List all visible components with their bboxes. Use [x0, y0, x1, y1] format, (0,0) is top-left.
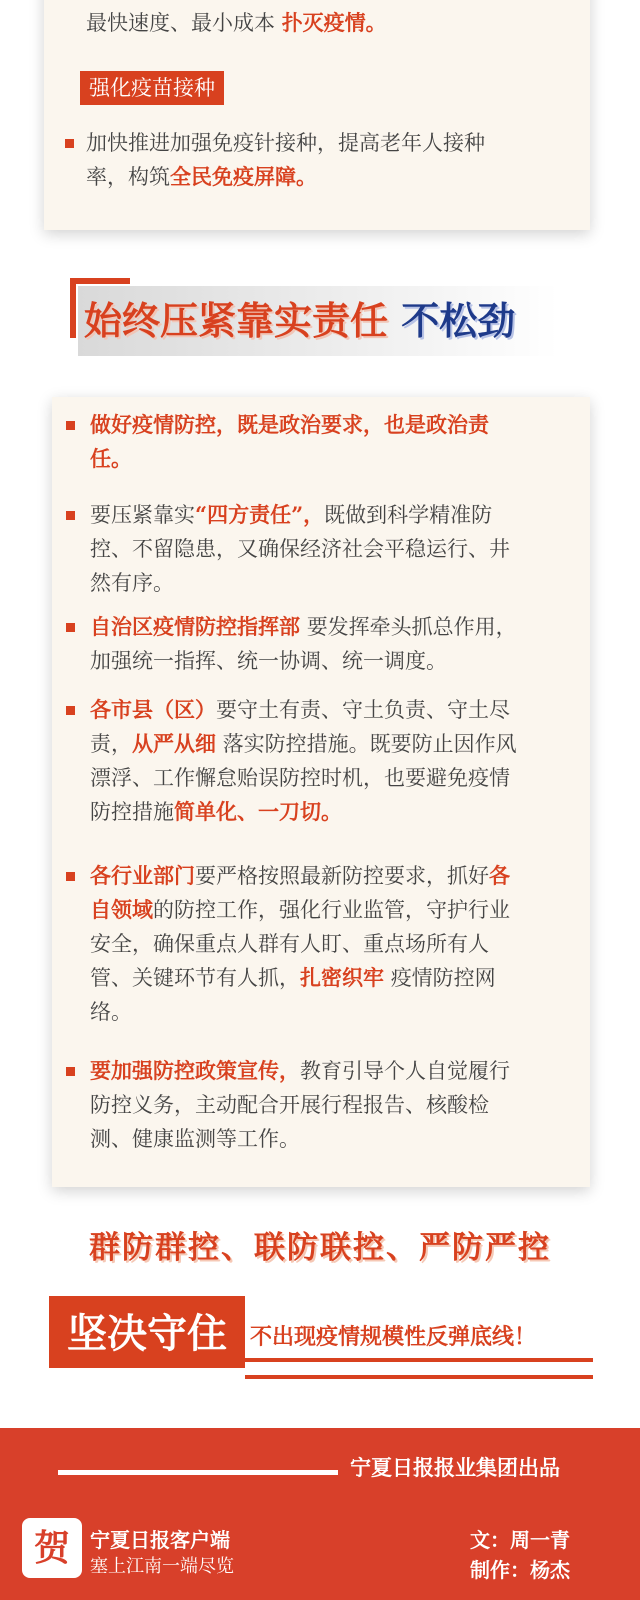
top-card-line [86, 6, 546, 40]
stand-note: 不出现疫情规模性反弹底线！ [250, 1325, 537, 1350]
line-text: 最快速度、最小成本 [86, 11, 275, 35]
list-item [90, 859, 530, 1029]
vaccine-tag: 强化疫苗接种 [80, 71, 224, 105]
bullet-icon [66, 1067, 75, 1076]
item-text: 教育引导个人自觉履行防控义务，主动配合开展行程报告、核酸检测、健康监测等工作。 [90, 1059, 510, 1151]
item-text: 疫情防控网络。 [90, 966, 496, 1024]
divider [245, 1375, 593, 1379]
item-highlight: 各自领域 [90, 863, 510, 922]
divider [245, 1358, 593, 1362]
item-text: 落实防控措施。既要防止因作风漂浮、工作懈怠贻误防控时机，也要避免疫情防控措施 [90, 732, 517, 824]
list-item [90, 498, 530, 600]
item-highlight: 自治区疫情防控指挥部 [90, 614, 300, 639]
item-highlight: 各市县（区） [90, 697, 216, 722]
vaccine-highlight: 全民免疫屏障。 [170, 164, 317, 189]
stand-text: 坚决守住 [67, 1311, 227, 1357]
item-text: 要守土有责、守土负责、守土尽责， [90, 698, 510, 756]
author-credit: 文：周一青 [470, 1528, 570, 1552]
slogan: 群防群控、联防联控、严防严控 [89, 1230, 551, 1266]
app-slogan: 塞上江南一端尽览 [90, 1556, 234, 1577]
maker-credit: 制作：杨杰 [470, 1558, 570, 1582]
publisher: 宁夏日报报业集团出品 [350, 1455, 560, 1480]
vaccine-text: 加快推进加强免疫针接种，提高老年人接种率，构筑 [86, 131, 485, 189]
heading-corner-mark-horizontal [70, 278, 130, 284]
item-highlight: 要加强防控政策宣传， [90, 1058, 300, 1083]
item-text: 要严格按照最新防控要求，抓好 [195, 864, 489, 888]
footer [0, 1428, 640, 1600]
bullet-icon [66, 706, 75, 715]
bullet-icon [65, 139, 74, 148]
heading-title [84, 290, 515, 345]
item-text: 的防控工作，强化行业监管，守护行业安全，确保重点人群有人盯、重点场所有人管、关键环节有人抓， [90, 898, 510, 990]
footer-divider [58, 1470, 338, 1475]
item-text: 既做到科学精准防控、不留隐患，又确保经济社会平稳运行、井然有序。 [90, 503, 510, 595]
heading-blue-text: 不松劲 [401, 298, 516, 343]
bullet-icon [66, 421, 75, 430]
bullet-icon [66, 511, 75, 520]
list-item [90, 610, 530, 678]
heading-red-text: 始终压紧靠实责任 [84, 298, 389, 343]
item-text: 要发挥牵头抓总作用，加强统一指挥、统一协调、统一调度。 [90, 615, 517, 673]
app-logo-icon[interactable]: 贺 [22, 1518, 82, 1578]
item-highlight: 简单化、一刀切。 [174, 799, 342, 824]
item-text: 要压紧靠实 [90, 503, 195, 527]
list-item: 做好疫情防控，既是政治要求，也是政治责任。 [90, 412, 489, 471]
item-highlight: 从严从细 [132, 731, 216, 756]
list-item [90, 1054, 530, 1156]
line-highlight: 扑灭疫情。 [281, 10, 387, 35]
item-highlight: 各行业部门 [90, 863, 195, 888]
heading-corner-mark [70, 278, 76, 338]
stand-box [49, 1296, 245, 1368]
bullet-icon [66, 872, 75, 881]
list-item [90, 693, 530, 829]
section-heading [70, 278, 570, 360]
app-name: 宁夏日报客户端 [90, 1528, 230, 1552]
item-highlight: 扎密织牢 [300, 965, 384, 990]
item-highlight: “四方责任”， [195, 502, 325, 527]
vaccine-paragraph [86, 126, 526, 194]
bullet-icon [66, 623, 75, 632]
